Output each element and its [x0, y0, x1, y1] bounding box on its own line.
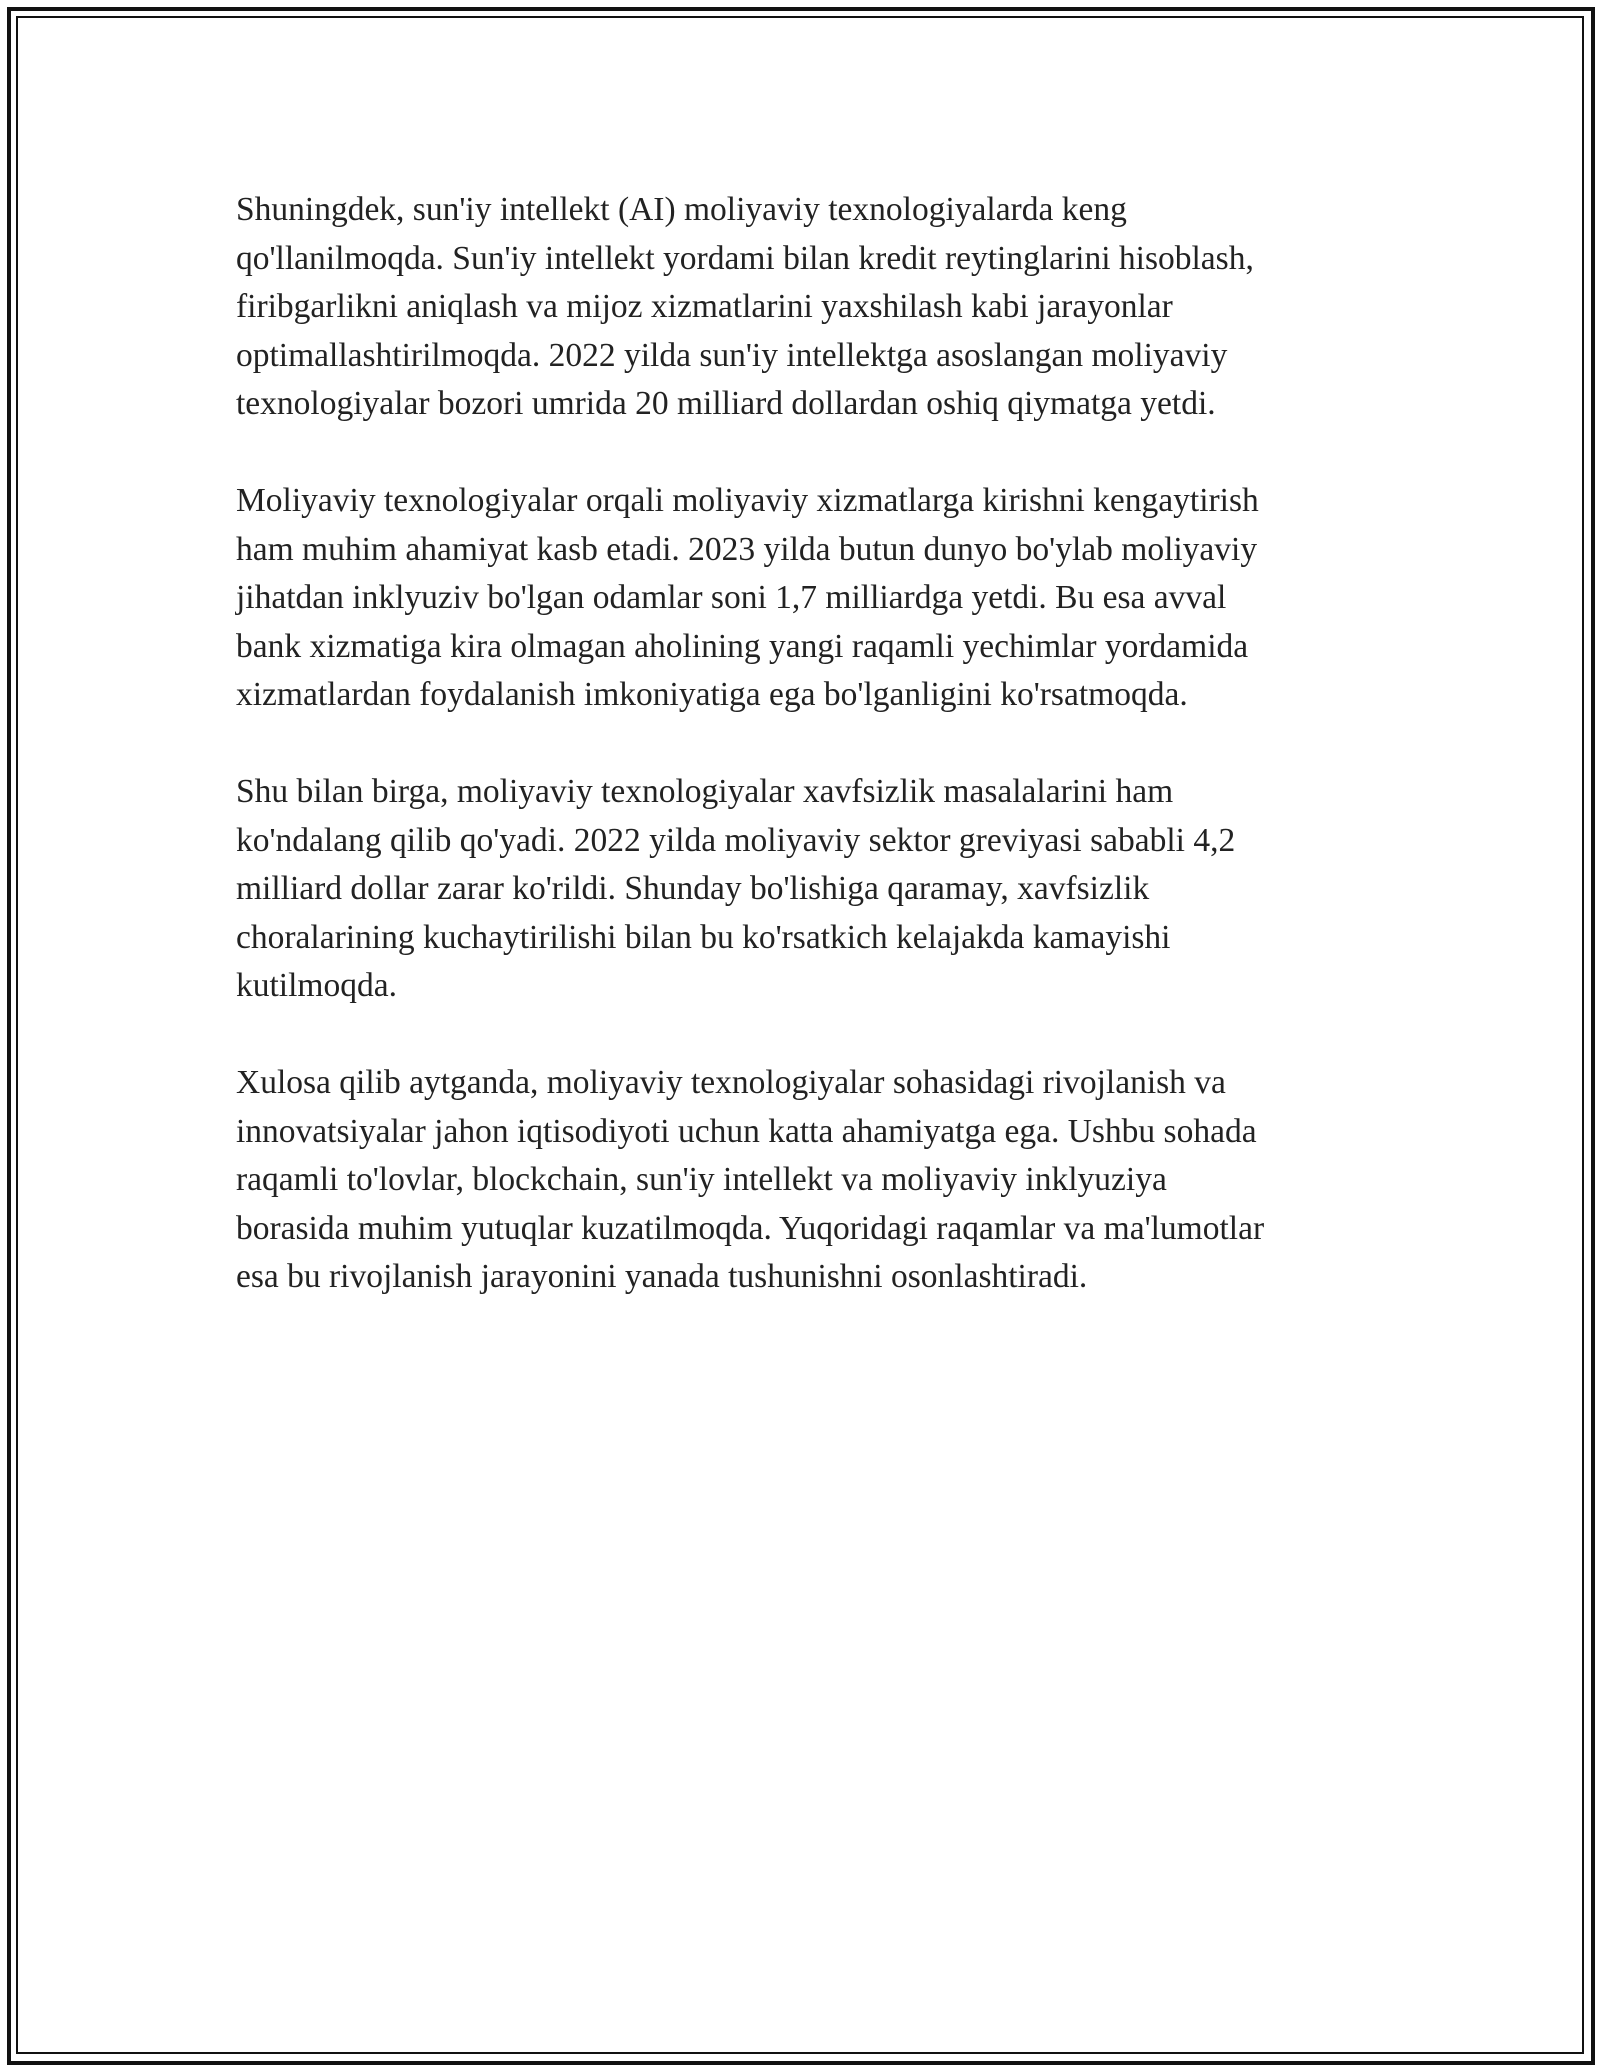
text-line: ko'ndalang qilib qo'yadi. 2022 yilda moliyaviy sektor greviyasi sababli 4,2	[236, 821, 1236, 859]
text-line: qo'llanilmoqda. Sun'iy intellekt yordami bilan kredit reytinglarini hisoblash,	[236, 239, 1254, 277]
text-line: borasida muhim yutuqlar kuzatilmoqda. Yuqoridagi raqamlar va ma'lumotlar	[236, 1209, 1265, 1247]
document-body	[236, 186, 1386, 1350]
text-line: Shuningdek, sun'iy intellekt (AI) moliyaviy texnologiyalarda keng	[236, 191, 1127, 228]
text-line: innovatsiyalar jahon iqtisodiyoti uchun katta ahamiyatga ega. Ushbu sohada	[236, 1112, 1257, 1150]
text-line: milliard dollar zarar ko'rildi. Shunday bo'lishiga qaramay, xavfsizlik	[236, 870, 1150, 907]
text-line: bank xizmatiga kira olmagan aholining yangi raqamli yechimlar yordamida	[236, 627, 1249, 665]
text-line: jihatdan inklyuziv bo'lgan odamlar soni 1,7 milliardga yetdi. Bu esa avval	[236, 579, 1227, 616]
text-line: Shu bilan birga, moliyaviy texnologiyalar xavfsizlik masalalarini ham	[236, 773, 1174, 810]
text-line: texnologiyalar bozori umrida 20 milliard dollardan oshiq qiymatga yetdi.	[236, 385, 1216, 422]
text-line: kutilmoqda.	[236, 967, 397, 1004]
paragraph-conclusion	[236, 1059, 1386, 1302]
text-line: Xulosa qilib aytganda, moliyaviy texnologiyalar sohasidagi rivojlanish va	[236, 1064, 1226, 1101]
text-line: esa bu rivojlanish jarayonini yanada tushunishni osonlashtiradi.	[236, 1258, 1088, 1295]
text-line: xizmatlardan foydalanish imkoniyatiga ega bo'lganligini ko'rsatmoqda.	[236, 676, 1188, 713]
text-line: raqamli to'lovlar, blockchain, sun'iy intellekt va moliyaviy inklyuziya	[236, 1161, 1167, 1198]
paragraph-financial-inclusion	[236, 477, 1386, 720]
text-line: optimallashtirilmoqda. 2022 yilda sun'iy intellektga asoslangan moliyaviy	[236, 336, 1228, 374]
text-line: ham muhim ahamiyat kasb etadi. 2023 yilda butun dunyo bo'ylab moliyaviy	[236, 530, 1258, 568]
paragraph-ai-fintech	[236, 186, 1386, 429]
paragraph-security	[236, 768, 1386, 1011]
text-line: firibgarlikni aniqlash va mijoz xizmatlarini yaxshilash kabi jarayonlar	[236, 288, 1173, 325]
text-line: Moliyaviy texnologiyalar orqali moliyaviy xizmatlarga kirishni kengaytirish	[236, 482, 1259, 519]
text-line: choralarining kuchaytirilishi bilan bu ko'rsatkich kelajakda kamayishi	[236, 918, 1171, 956]
